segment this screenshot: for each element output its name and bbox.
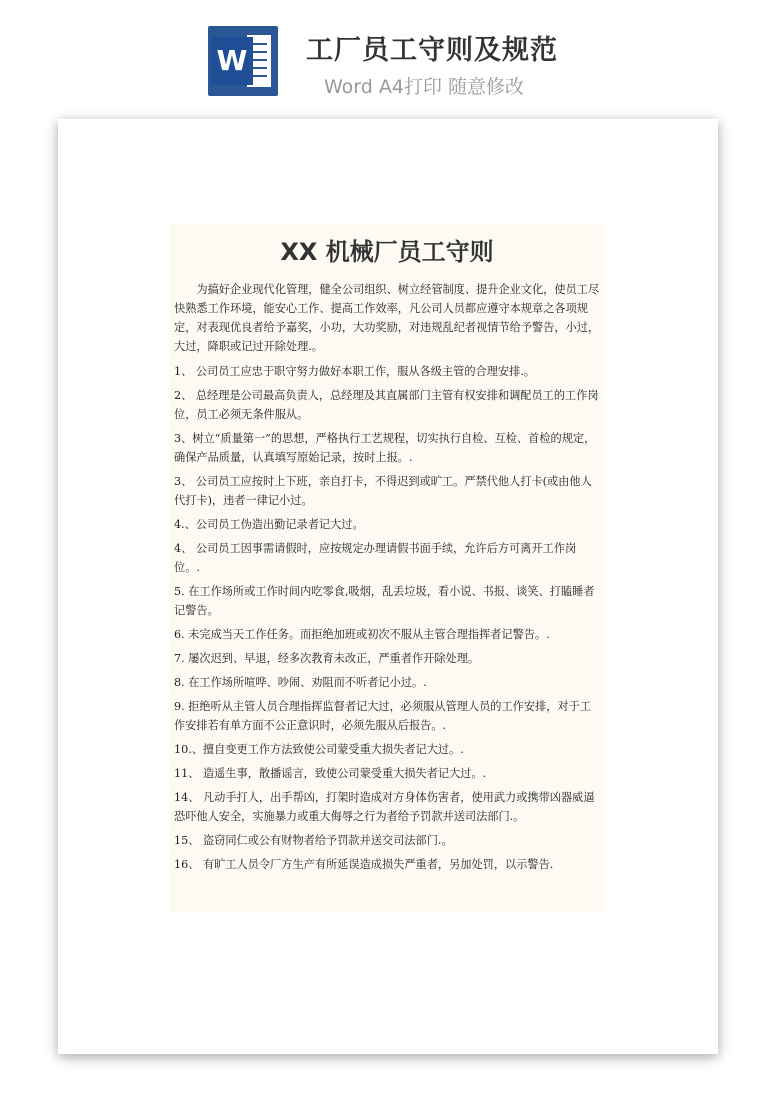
rule-item: 14、 凡动手打人，出手帮凶，打架时造成对方身体伤害者，使用武力或携带凶器威逼恐吓他人安全，实施暴力或重大侮辱之行为者给予罚款并送司法部门.。 bbox=[174, 791, 595, 823]
rule-item: 9. 拒绝听从主管人员合理指挥监督者记大过，必须服从管理人员的工作安排，对于工作安排若有单方面不公正意识时，必须先服从后报告。. bbox=[174, 700, 591, 732]
page-subtitle: Word A4打印 随意修改 bbox=[324, 76, 525, 98]
intro-paragraph: 为搞好企业现代化管理，健全公司组织、树立经管制度、提升企业文化，使员工尽快熟悉工作环境，能安心工作、提高工作效率，凡公司人员都应遵守本规章之各项规定，对表现优良者给予嘉奖，小功，大功奖励，对违规乱纪者视情节给予警告，小过，大过，降职或记过开除处理.。 bbox=[174, 283, 600, 353]
rule-item: 16、 有旷工人员令厂方生产有所延误造成损失严重者，另加处罚，以示警告. bbox=[174, 858, 554, 871]
rule-item: 15、 盗窃同仁或公有财物者给予罚款并送交司法部门.。 bbox=[174, 834, 453, 847]
rule-item: 7. 屡次迟到、早退，经多次教育未改正，严重者作开除处理。 bbox=[174, 652, 480, 665]
rule-item: 10.、擅自变更工作方法致使公司蒙受重大损失者记大过。. bbox=[174, 743, 464, 756]
rule-item: 11、 造遥生事，散播谣言，致使公司蒙受重大损失者记大过。. bbox=[174, 767, 487, 780]
rule-item: 4.、公司员工伪造出勤记录者记大过。 bbox=[174, 518, 364, 531]
rule-item: 3、 公司员工应按时上下班，亲自打卡，不得迟到或旷工。严禁代他人打卡(或由他人代打卡)，违者一律记小过。 bbox=[174, 475, 592, 507]
document-body bbox=[170, 224, 604, 912]
rule-item: 2、 总经理是公司最高负责人，总经理及其直属部门主管有权安排和调配员工的工作岗位，员工必须无条件服从。 bbox=[174, 389, 599, 421]
rule-item: 3、树立“质量第一”的思想，严格执行工艺规程，切实执行自检、互检、首检的规定，确保产品质量，认真填写原始记录，按时上报。. bbox=[174, 432, 596, 464]
rule-item: 6. 未完成当天工作任务。而拒绝加班或初次不服从主管合理指挥者记警告。. bbox=[174, 628, 550, 641]
rule-item: 5. 在工作场所或工作时间内吃零食,吸烟，乱丢垃圾，看小说、书报、谈笑、打瞌睡者记警告。 bbox=[174, 585, 595, 617]
rule-item: 4、 公司员工因事需请假时，应按规定办理请假书面手续，允许后方可离开工作岗位。. bbox=[174, 542, 577, 574]
page-title: 工厂员工守则及规范 bbox=[306, 35, 558, 66]
header bbox=[0, 0, 774, 110]
rule-item: 1、 公司员工应忠于职守努力做好本职工作，服从各级主管的合理安排.。 bbox=[174, 365, 536, 378]
document-text bbox=[174, 280, 602, 879]
document-title: XX 机械厂员工守则 bbox=[280, 238, 494, 266]
word-icon-letter: W bbox=[211, 37, 253, 85]
word-icon bbox=[208, 26, 278, 96]
rule-item: 8. 在工作场所喧哗、吵闹、劝阻而不听者记小过。. bbox=[174, 676, 427, 689]
